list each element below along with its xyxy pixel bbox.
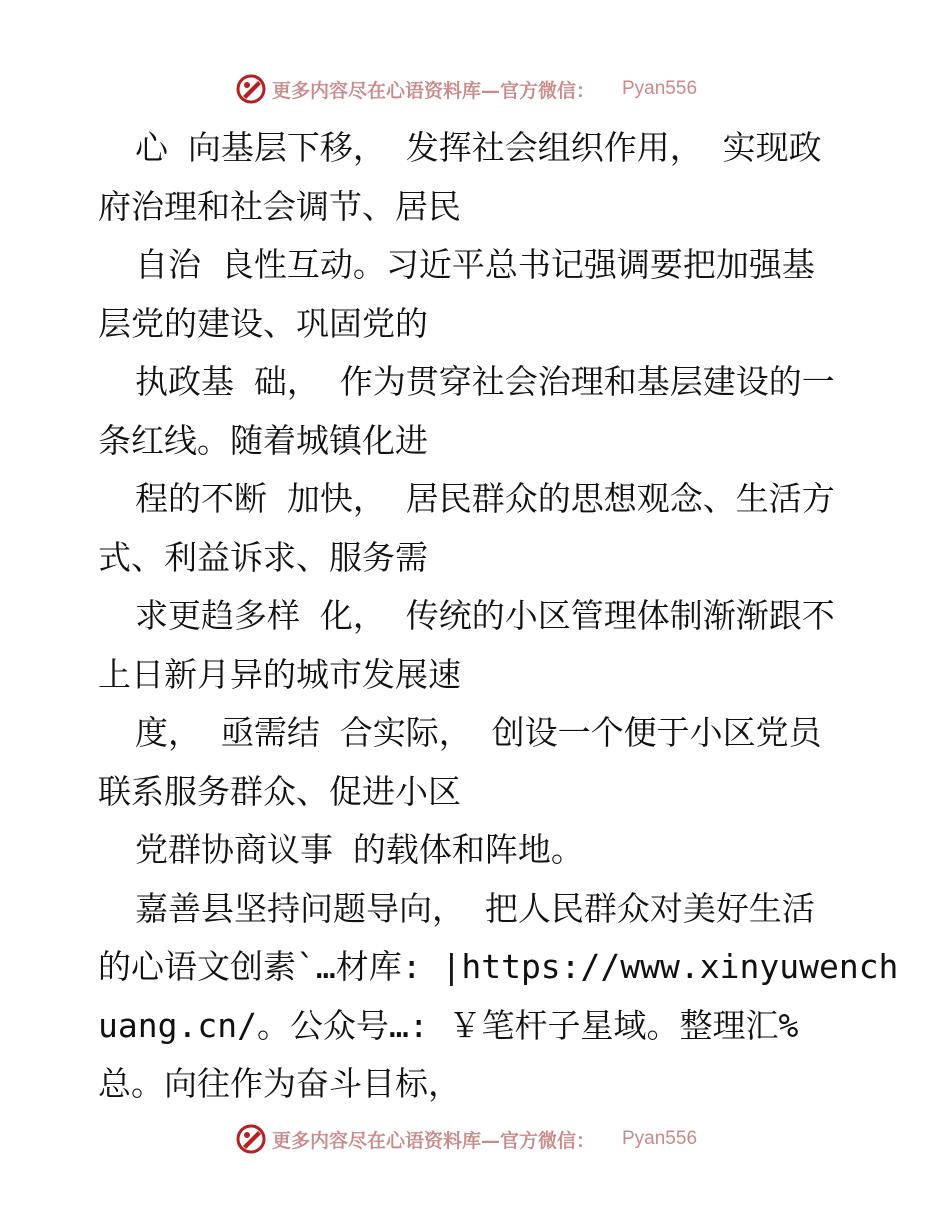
body-line: 的心语文创素`…材库: |https://www.xinyuwench xyxy=(98,947,899,986)
body-line: 联系服务群众、促进小区 xyxy=(98,772,461,811)
body-line: 度， 亟需结 合实际， 创设一个便于小区党员 xyxy=(135,713,822,752)
body-line: 层党的建设、巩固党的 xyxy=(98,304,428,343)
body-line: 程的不断 加快， 居民群众的思想观念、生活方 xyxy=(135,479,835,518)
body-line: 自治 良性互动。习近平总书记强调要把加强基 xyxy=(135,245,815,284)
wechat-id: Pyan556 xyxy=(622,1128,698,1149)
footer-banner xyxy=(0,1122,950,1156)
body-line: 式、利益诉求、服务需 xyxy=(98,538,428,577)
body-line: 心 向基层下移， 发挥社会组织作用， 实现政 xyxy=(135,128,822,167)
body-line: uang.cn/。公众号…: ￥笔杆子星域。整理汇% xyxy=(98,1006,799,1045)
banner-text: 更多内容尽在心语资料库—官方微信： xyxy=(272,1130,596,1152)
wechat-id: Pyan556 xyxy=(622,78,698,99)
body-line: 条红线。随着城镇化进 xyxy=(98,421,428,460)
brand-logo-icon xyxy=(234,72,268,106)
body-line: 总。向往作为奋斗目标， xyxy=(98,1064,461,1103)
brand-logo-icon xyxy=(234,1122,268,1156)
body-line: 执政基 础， 作为贯穿社会治理和基层建设的一 xyxy=(135,362,835,401)
body-line: 府治理和社会调节、居民 xyxy=(98,187,461,226)
header-banner xyxy=(0,72,950,106)
body-line: 党群协商议事 的载体和阵地。 xyxy=(135,830,584,869)
banner-text: 更多内容尽在心语资料库—官方微信： xyxy=(272,80,596,102)
body-line: 上日新月异的城市发展速 xyxy=(98,655,461,694)
body-line: 嘉善县坚持问题导向， 把人民群众对美好生活 xyxy=(135,889,815,928)
body-line: 求更趋多样 化， 传统的小区管理体制渐渐跟不 xyxy=(135,596,835,635)
